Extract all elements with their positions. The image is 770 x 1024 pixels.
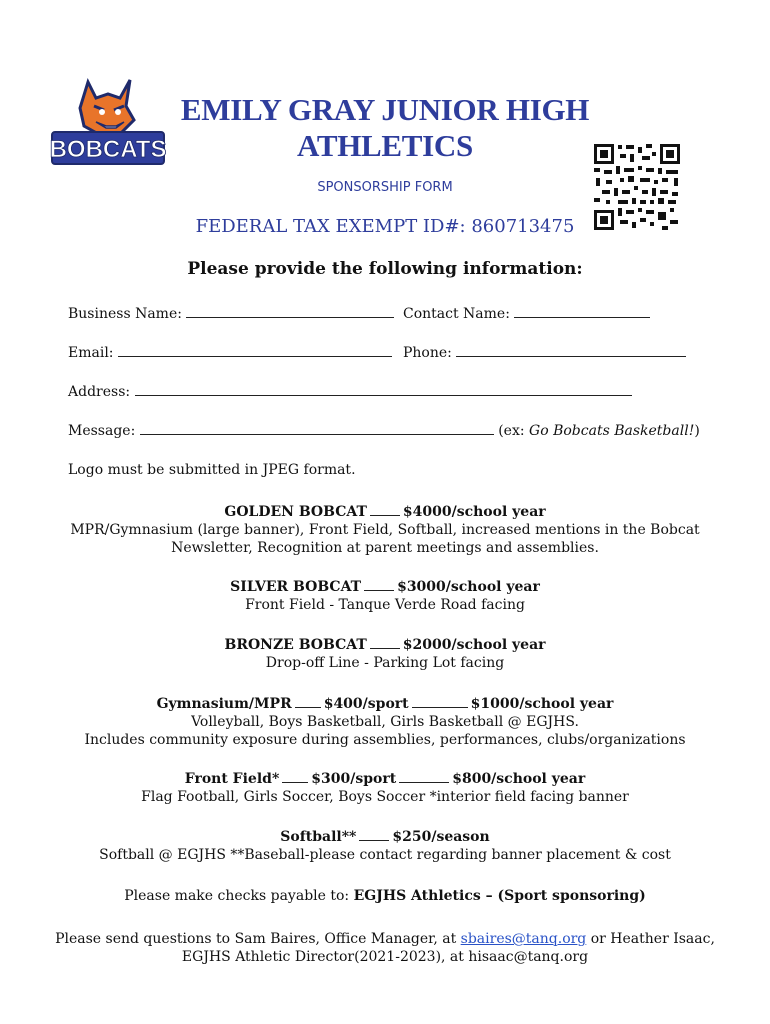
questions-suffix: or Heather Isaac, bbox=[586, 931, 715, 947]
tier-gym-blank1[interactable] bbox=[295, 696, 321, 708]
form-heading: Please provide the following information: bbox=[187, 259, 583, 279]
bobcat-head-icon bbox=[80, 80, 134, 136]
tier-golden-desc2: Newsletter, Recognition at parent meetings and assemblies. bbox=[171, 540, 599, 556]
tax-id: FEDERAL TAX EXEMPT ID#: 860713475 bbox=[195, 216, 575, 237]
qr-code-icon[interactable] bbox=[592, 142, 682, 232]
tier-gym bbox=[0, 695, 770, 749]
phone-line[interactable] bbox=[456, 344, 686, 357]
tier-field-desc1: Flag Football, Girls Soccer, Boys Soccer *interior field facing banner bbox=[141, 789, 629, 805]
tier-silver-blank[interactable] bbox=[364, 579, 394, 591]
bobcats-logo bbox=[50, 76, 166, 168]
tier-field-name: Front Field* bbox=[184, 771, 280, 787]
contact-name-field[interactable] bbox=[403, 305, 650, 322]
tier-golden-desc1: MPR/Gymnasium (large banner), Front Field, Softball, increased mentions in the Bobcat bbox=[70, 522, 700, 538]
tier-silver-name: SILVER BOBCAT bbox=[230, 579, 362, 595]
form-subtitle: SPONSORSHIP FORM bbox=[317, 180, 453, 195]
questions-prefix: Please send questions to Sam Baires, Office Manager, at bbox=[55, 931, 461, 947]
logo-note: Logo must be submitted in JPEG format. bbox=[68, 462, 356, 478]
business-name-line[interactable] bbox=[186, 305, 394, 318]
tier-silver-desc1: Front Field - Tanque Verde Road facing bbox=[245, 597, 525, 613]
phone-field[interactable] bbox=[403, 344, 686, 361]
tier-gym-desc1: Volleyball, Boys Basketball, Girls Basketball @ EGJHS. bbox=[191, 714, 579, 730]
tier-softball-price: $250/season bbox=[392, 829, 490, 845]
checks-prefix: Please make checks payable to: bbox=[124, 888, 354, 904]
checks-payable-note bbox=[0, 887, 770, 905]
tier-bronze-desc1: Drop-off Line - Parking Lot facing bbox=[265, 655, 505, 671]
tier-softball-desc1: Softball @ EGJHS **Baseball-please contact regarding banner placement & cost bbox=[99, 847, 671, 863]
checks-payee: EGJHS Athletics – (Sport sponsoring) bbox=[353, 888, 646, 904]
page-title-line1: EMILY GRAY JUNIOR HIGH bbox=[180, 92, 590, 127]
message-example-prefix: (ex: bbox=[498, 423, 530, 439]
tier-softball-blank[interactable] bbox=[359, 829, 389, 841]
tier-softball bbox=[0, 828, 770, 864]
email-field[interactable] bbox=[68, 344, 392, 361]
tier-bronze-blank[interactable] bbox=[370, 637, 400, 649]
tier-bronze-name: BRONZE BOBCAT bbox=[224, 637, 367, 653]
tier-field-price2: $800/school year bbox=[452, 771, 586, 787]
tier-front-field bbox=[0, 770, 770, 806]
business-name-field[interactable] bbox=[68, 305, 394, 322]
tier-golden-blank[interactable] bbox=[370, 504, 400, 516]
address-field[interactable] bbox=[68, 383, 632, 400]
tier-gym-desc2: Includes community exposure during assemblies, performances, clubs/organizations bbox=[84, 732, 686, 748]
tier-golden-price: $4000/school year bbox=[402, 504, 546, 520]
tier-gym-name: Gymnasium/MPR bbox=[156, 696, 292, 712]
message-example: Go Bobcats Basketball! bbox=[529, 423, 695, 439]
tier-gym-price1: $400/sport bbox=[323, 696, 409, 712]
tier-golden bbox=[0, 503, 770, 557]
tier-field-price1: $300/sport bbox=[311, 771, 397, 787]
address-label: Address: bbox=[68, 384, 131, 400]
message-field[interactable] bbox=[68, 422, 700, 439]
email-line[interactable] bbox=[118, 344, 392, 357]
questions-note bbox=[0, 930, 770, 966]
tier-bronze bbox=[0, 636, 770, 672]
message-example-suffix: ) bbox=[694, 423, 700, 439]
address-line[interactable] bbox=[135, 383, 632, 396]
email-label: Email: bbox=[68, 345, 114, 361]
tier-golden-name: GOLDEN BOBCAT bbox=[224, 504, 367, 520]
tier-softball-name: Softball** bbox=[280, 829, 357, 845]
tier-bronze-price: $2000/school year bbox=[402, 637, 546, 653]
tier-field-blank1[interactable] bbox=[282, 771, 308, 783]
phone-label: Phone: bbox=[403, 345, 452, 361]
page-title-line2: ATHLETICS bbox=[297, 128, 473, 163]
questions-line2: EGJHS Athletic Director(2021-2023), at hisaac@tanq.org bbox=[181, 949, 589, 965]
contact-name-label: Contact Name: bbox=[403, 306, 510, 322]
tier-gym-price2: $1000/school year bbox=[470, 696, 614, 712]
business-name-label: Business Name: bbox=[68, 306, 182, 322]
message-label: Message: bbox=[68, 423, 136, 439]
tier-silver bbox=[0, 578, 770, 614]
contact-name-line[interactable] bbox=[514, 305, 650, 318]
tier-silver-price: $3000/school year bbox=[397, 579, 540, 595]
message-line[interactable] bbox=[140, 422, 494, 435]
tier-gym-blank2[interactable] bbox=[412, 696, 468, 708]
logo-text: BOBCATS bbox=[50, 136, 166, 163]
questions-email-link[interactable]: sbaires@tanq.org bbox=[460, 931, 587, 947]
tier-field-blank2[interactable] bbox=[399, 771, 449, 783]
